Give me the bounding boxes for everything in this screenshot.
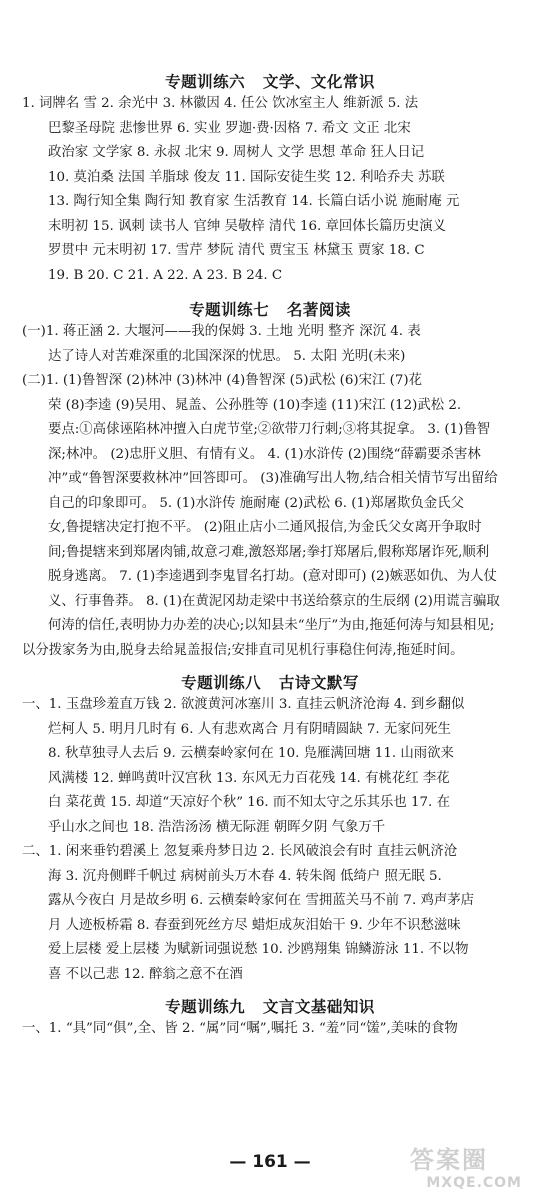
answer-line: 10. 莫泊桑 法国 羊脂球 俊友 11. 国际安徒生奖 12. 利哈乔夫 苏联 (48, 169, 445, 185)
answer-line: 巴黎圣母院 悲惨世界 6. 实业 罗迦·费·因格 7. 希文 文正 北宋 (48, 120, 411, 136)
answer-line: (一)1. 蒋正涵 2. 大堰河——我的保姆 3. 土地 光明 整齐 深沉 4. 表 (22, 324, 421, 339)
answer-line: 冲”或“鲁智深要救林冲”回答即可。 (3)准确写出人物,结合相关情节写出留给 (48, 471, 498, 486)
answer-line: 以分拨家务为由,脱身去给晁盖报信;安排直司见机行事稳住何涛,拖延时间。 (22, 642, 464, 658)
section-6 (0, 0, 540, 288)
answer-line: 19. B 20. C 21. A 22. A 23. B 24. C (48, 267, 283, 283)
answer-line: 女,鲁提辖决定打抱不平。 (2)阻止店小二通风报信,为金氏父女离开争取时 (48, 520, 482, 535)
answer-block (0, 320, 540, 663)
answer-line: 自己的印象即可。 5. (1)水浒传 施耐庵 (2)武松 6. (1)郑屠欺负金氏父 (48, 495, 464, 511)
section-8 (0, 663, 540, 987)
answer-line: 一、1. 玉盘珍羞直万钱 2. 欲渡黄河冰塞川 3. 直挂云帆济沧海 4. 到乡翻似 (22, 697, 465, 712)
watermark (410, 1140, 530, 1194)
watermark-url: MXQE.COM (426, 1175, 522, 1191)
answer-line: 末明初 15. 讽刺 读书人 官绅 吴敬梓 清代 16. 章回体长篇历史演义 (48, 218, 447, 234)
answer-line: 露从今夜白 月是故乡明 6. 云横秦岭家何在 雪拥蓝关马不前 7. 鸡声茅店 (48, 893, 475, 908)
answer-line: 乎山水之间也 18. 浩浩汤汤 横无际涯 朝晖夕阴 气象万千 (48, 819, 386, 835)
answer-line: 何涛的信任,表明协力办差的决心;以知县未“坐厅”为由,拖延何涛与知县相见; (48, 618, 495, 633)
answer-line: 间;鲁提辖来到郑屠肉铺,故意刁难,激怒郑屠;拳打郑屠后,假称郑屠诈死,顺利 (48, 544, 490, 560)
answer-line: 13. 陶行知全集 陶行知 教育家 生活教育 14. 长篇白话小说 施耐庵 元 (48, 194, 460, 209)
section-9 (0, 987, 540, 1042)
answer-line: 1. 词牌名 雪 2. 余光中 3. 林徽因 4. 任公 饮冰室主人 维新派 5. 法 (22, 96, 419, 111)
answer-line: 脱身逃离。 7. (1)李逵遇到李鬼冒名打劫。(意对即可) (2)嫉恶如仇、为人仗 (48, 569, 497, 584)
answer-block (0, 693, 540, 987)
section-title: 专题训练九 文言文基础知识 (165, 997, 375, 1016)
watermark-logo-text: 答案圈 (410, 1146, 488, 1174)
answer-line: 一、1. “具”同“俱”,全、皆 2. “属”同“嘱”,嘱托 3. “羞”同“馐”,美味的食物 (22, 1021, 458, 1036)
answer-line: 风满楼 12. 蝉鸣黄叶汉宫秋 13. 东风无力百花残 14. 有桃花红 李花 (48, 770, 450, 786)
section-7 (0, 288, 540, 663)
answer-line: 要点:①高俅诬陷林冲擅入白虎节堂;②欲带刀行刺;③将其捉拿。 3. (1)鲁智 (48, 422, 491, 437)
answer-line: 义、行事鲁莽。 8. (1)在黄泥冈劫走梁中书送给蔡京的生辰纲 (2)用谎言骗取 (48, 593, 500, 609)
answer-line: 月 人迹板桥霜 8. 春蚕到死丝方尽 蜡炬成灰泪始干 9. 少年不识愁滋味 (48, 917, 461, 933)
answer-line: 喜 不以己悲 12. 醉翁之意不在酒 (48, 966, 243, 982)
answer-line: 达了诗人对苦难深重的北国深深的忧思。 5. 太阳 光明(未来) (48, 348, 406, 364)
answer-line: 政治家 文学家 8. 永叔 北宋 9. 周树人 文学 思想 革命 狂人日记 (48, 145, 425, 160)
section-title: 专题训练六 文学、文化常识 (165, 72, 375, 91)
answer-line: 烂柯人 5. 明月几时有 6. 人有悲欢离合 月有阴晴圆缺 7. 无家问死生 (48, 721, 451, 737)
answer-block (0, 1017, 540, 1042)
page-number: — 161 — (229, 1152, 311, 1172)
answer-line: 白 菜花黄 15. 却道“天凉好个秋” 16. 而不知太守之乐其乐也 17. 在 (48, 795, 450, 810)
answer-line: 爱上层楼 爱上层楼 为赋新词强说愁 10. 沙鸥翔集 锦鳞游泳 11. 不以物 (48, 942, 469, 957)
section-title: 专题训练七 名著阅读 (189, 300, 351, 319)
answer-line: 海 3. 沉舟侧畔千帆过 病树前头万木春 4. 转朱阁 低绮户 照无眠 5. (48, 868, 442, 884)
answer-line: 荣 (8)李逵 (9)吴用、晁盖、公孙胜等 (10)李逵 (11)宋江 (12)武松 2. (48, 397, 462, 413)
answer-line: (二)1. (1)鲁智深 (2)林冲 (3)林冲 (4)鲁智深 (5)武松 (6)宋江 (7)花 (22, 373, 423, 388)
section-title: 专题训练八 古诗文默写 (181, 673, 359, 692)
answer-line: 深;林冲。 (2)忠肝义胆、有情有义。 4. (1)水浒传 (2)围绕“薛霸要杀害林 (48, 446, 481, 462)
answer-line: 罗贯中 元末明初 17. 雪芹 梦阮 清代 贾宝玉 林黛玉 贾家 18. C (48, 243, 425, 258)
answer-line: 8. 秋草独寻人去后 9. 云横秦岭家何在 10. 凫雁满回塘 11. 山雨欲来 (48, 746, 454, 761)
answer-line: 二、1. 闲来垂钓碧溪上 忽复乘舟梦日边 2. 长风破浪会有时 直挂云帆济沧 (22, 844, 458, 859)
answer-block (0, 92, 540, 288)
